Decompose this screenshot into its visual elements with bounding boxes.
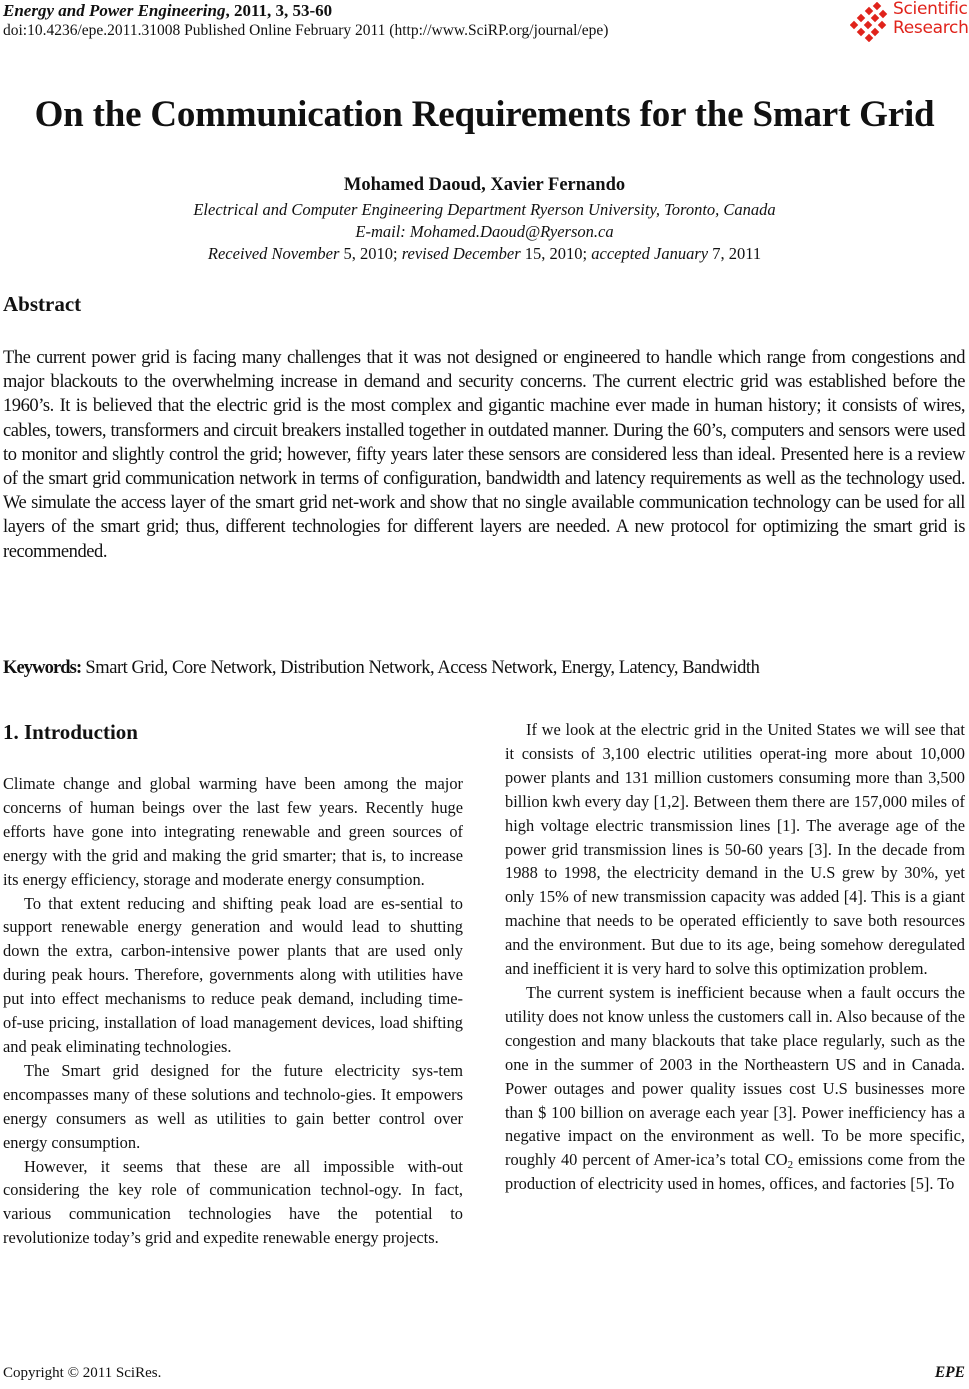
section-heading-introduction: 1. Introduction <box>3 720 138 744</box>
left-column <box>3 718 463 1250</box>
accepted-value: 7, 2011 <box>708 244 762 263</box>
paragraph: To that extent reducing and shifting peak load are es-sential to support renewable energy generation and would lead to shutting down the extra, carbon-intensive power plants that are used only during peak hours. Therefore, governments along with utilities have put into effect mechanisms to reduce peak demand, including time-of-use pricing, installation of load management devices, load shifting and peak eliminating technologies. <box>3 893 463 1056</box>
keywords <box>3 658 759 679</box>
authors: Mohamed Daoud, Xavier Fernando <box>343 175 626 195</box>
submission-dates <box>0 244 969 264</box>
received-label: Received November <box>207 244 340 263</box>
affiliation: Electrical and Computer Engineering Department Ryerson University, Toronto, Canada <box>193 200 776 219</box>
logo-line-2: Research <box>893 18 969 38</box>
journal-name: Energy and Power Engineering <box>3 1 226 20</box>
volume-info: , 2011, 3, 53-60 <box>225 1 333 20</box>
keywords-list: Smart Grid, Core Network, Distribution Network, Access Network, Energy, Latency, Bandwidth <box>81 658 760 678</box>
paragraph-text: emissions come from the production of electricity used in homes, offices, and factories [5]. To <box>505 1150 966 1194</box>
paragraph: The Smart grid designed for the future electricity sys-tem encompasses many of these solutions and technolo-gies. It empowers energy consumers as well as utilities to gain better control over energy consumption. <box>3 1060 463 1152</box>
email: E-mail: Mohamed.Daoud@Ryerson.ca <box>355 222 614 241</box>
paragraph: However, it seems that these are all impossible with-out considering the key role of communication technol-ogy. In fact, various communication technologies have the potential to revolutionize today’s grid and expedite renewable energy projects. <box>3 1156 463 1248</box>
doi-line: doi:10.4236/epe.2011.31008 Published Online February 2011 (http://www.SciRP.org/journal/epe) <box>3 22 609 39</box>
diamond-cluster-icon <box>850 2 890 42</box>
abstract-text: The current power grid is facing many challenges that it was not designed or engineered to handle which range from congestions and major blackouts to the overwhelming increase in demand and security concerns. The current electric grid was established before the 1960’s. It is believed that the electric grid is the most complex and gigantic machine ever made in human history; it consists of wires, cables, towers, transformers and circuit breakers installed together in outdated manner. During the 60’s, computers and sensors were used to monitor and slightly control the grid; however, fifty years later these sensors are considered less than ideal. Presented here is a review of the smart grid communication network in terms of configuration, bandwidth and latency requirements as well as the technology used. We simulate the access layer of the smart grid net-work and show that no single available communication technology can be used for all layers of the smart grid; thus, different technologies for different layers are needed. A new protocol for optimizing the smart grid is recommended. <box>3 348 965 562</box>
copyright-notice: Copyright © 2011 SciRes. <box>3 1365 162 1381</box>
paragraph-text: The current system is inefficient because when a fault occurs the utility does not know unless the customers call in. Also because of the congestion and many blackouts that take place regularly, such as the one in the summer of 2003 in the Northeastern US and in Canada. Power outages and power quality issues cost U.S businesses more than $ 100 billion on average each year [3]. Power inefficiency has a negative impact on the environment as well. To be more specific, roughly 40 percent of Amer-ica’s total CO <box>505 982 965 1170</box>
journal-abbreviation: EPE <box>934 1364 965 1381</box>
subscript: 2 <box>787 1159 794 1172</box>
paragraph <box>505 981 965 1196</box>
logo-line-1: Scientific <box>893 0 968 19</box>
accepted-label: accepted January <box>591 244 709 263</box>
journal-citation <box>3 1 332 21</box>
revised-label: revised December <box>401 244 521 263</box>
received-value: 5, 2010; <box>339 244 402 263</box>
abstract-heading: Abstract <box>3 292 82 316</box>
paper-title: On the Communication Requirements for the Smart Grid <box>34 94 935 135</box>
keywords-label: Keywords: <box>3 658 82 678</box>
paragraph: If we look at the electric grid in the United States we will see that it consists of 3,100 electric utilities operat-ing more about 10,000 power plants and 131 million customers consuming more than 3,500 billion kwh every day [1,2]. Between them there are 157,000 miles of high voltage electric transmission lines [1]. The average age of the power grid transmission lines is 50-60 years [3]. In the decade from 1988 to 1998, the electricity demand in the U.S grew by 30%, yet only 15% of new transmission capacity was added [4]. This is a giant machine that needs to be operated efficiently to save both resources and the environment. But due to its age, being somehow deregulated and inefficient it is very hard to solve this optimization problem. <box>505 720 965 979</box>
paragraph: Climate change and global warming have been among the major concerns of human beings over the last few years. Recently huge efforts have gone into integrating renewable and green sources of energy with the grid and making the grid smarter; that is, to increase its energy efficiency, storage and moderate energy consumption. <box>3 774 463 889</box>
right-column <box>505 718 965 1196</box>
revised-value: 15, 2010; <box>520 244 592 263</box>
publisher-logo <box>850 0 969 44</box>
logo-text <box>893 0 969 38</box>
